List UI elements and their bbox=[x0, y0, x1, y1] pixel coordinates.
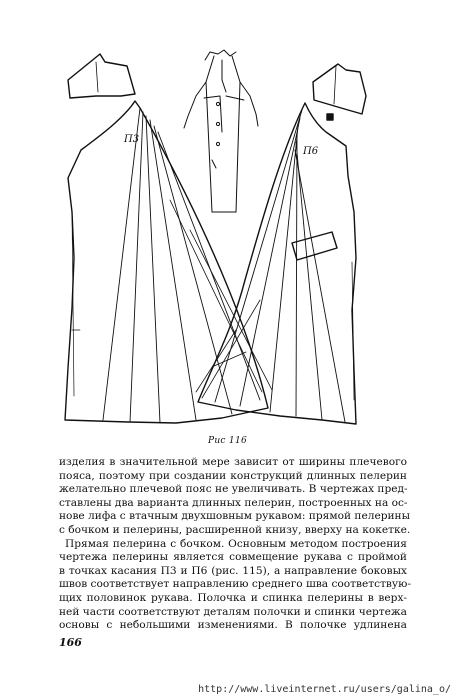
text-line: изделия в значительной мере зависит от ширины плечевого bbox=[59, 456, 407, 468]
text-line: Прямая пелерина с бочком. Основным методом построения bbox=[65, 537, 407, 550]
point-label-p6: П6 bbox=[303, 146, 319, 157]
figure-caption: Рис 116 bbox=[207, 436, 248, 446]
text-line: пояса, поэтому при создании конструкций длинных пелерин bbox=[59, 469, 407, 482]
text-line: ней части соответствуют деталям полочки и спинки чертежа bbox=[59, 605, 407, 618]
text-line: желательно плечевой пояс не увеличивать. В чертежах пред- bbox=[59, 483, 408, 496]
body-text bbox=[59, 456, 411, 633]
left-yoke-piece bbox=[68, 54, 135, 98]
paragraph-1 bbox=[59, 456, 411, 538]
watermark-url: http://www.liveinternet.ru/users/galina_o/ bbox=[198, 684, 451, 695]
text-line: основы с небольшими изменениями. В полочке удлинена bbox=[59, 619, 407, 632]
text-line: в точках касания П3 и П6 (рис. 115), а направление боковых bbox=[59, 564, 407, 577]
text-line: ставлены два варианта длинных пелерин, построенных на ос- bbox=[59, 496, 408, 509]
paragraph-2 bbox=[59, 537, 411, 633]
text-line: щих половинок рукава. Полочка и спинка пелерины в верх- bbox=[59, 591, 407, 604]
coat-figure-sketch bbox=[184, 50, 258, 212]
text-line: швов соответствует направлению среднего шва соответствую- bbox=[59, 578, 411, 591]
text-line: чертежа пелерины является совмещение рукава с проймой bbox=[59, 551, 407, 564]
page-number: 166 bbox=[59, 636, 82, 649]
point-label-p3: П3 bbox=[124, 134, 140, 145]
text-line: нове лифа с втачным двухшовным рукавом: прямой пелерины bbox=[59, 510, 411, 523]
right-yoke-piece bbox=[313, 64, 366, 114]
text-line: с бочком и пелерины, расширенной книзу, вверху на кокетке. bbox=[59, 523, 411, 536]
